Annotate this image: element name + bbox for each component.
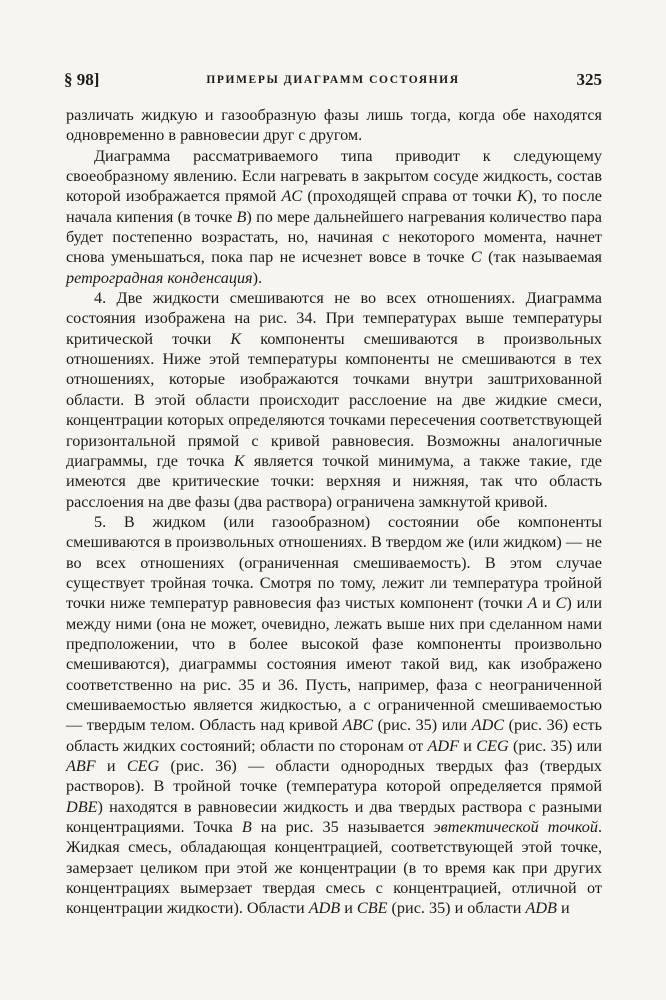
- italic-text: K: [516, 187, 528, 206]
- italic-text: B: [236, 207, 247, 226]
- italic-text: DBE: [66, 797, 98, 816]
- text-run: 4. Две жидкости смешиваются не во всех отношениях. Диаграмма состояния изображена на рис. 34. При температурах выше температуры критической точки: [66, 289, 602, 348]
- text-run: и: [340, 899, 357, 918]
- text-run: и: [537, 594, 556, 613]
- section-marker: § 98]: [64, 70, 100, 89]
- italic-text: C: [555, 594, 567, 613]
- text-run: Диаграмма рассматриваемого типа приводит к следующему своеобразному явлению. Если нагревать в закрытом сосуде жидкость, состав которой изображается прямой: [66, 146, 602, 206]
- italic-text: ADF: [427, 736, 459, 755]
- italic-text: CEG: [476, 736, 509, 755]
- text-run: ).: [252, 268, 263, 287]
- italic-text: ABF: [66, 757, 96, 775]
- page-number: 325: [576, 70, 602, 89]
- text-run: (рис. 35) или: [373, 716, 472, 735]
- italic-text: B: [241, 818, 252, 837]
- text-run: и: [458, 736, 477, 755]
- text-run: (проходящей справа от точки: [302, 187, 517, 206]
- italic-text: A: [527, 594, 538, 613]
- text-run: является точкой минимума, а также такие, где имеются две критические точки: верхняя и нижняя, так что область расслоения на две фазы (два раствора) ограничена замкнутой кривой.: [66, 451, 602, 511]
- paragraph: [66, 146, 602, 288]
- italic-text: ABC: [342, 716, 374, 735]
- italic-text: AC: [281, 187, 303, 206]
- text-run: и: [556, 899, 570, 918]
- text-run: и: [95, 757, 127, 775]
- running-head: [64, 70, 602, 96]
- text-run: ) находятся в равновесии жидкость и два твердых раствора с разными концентрациями. Точка: [66, 797, 602, 837]
- text-run: ) или между ними (она не может, очевидно, лежать выше них при сделанном нами предположении, что в более высокой фазе компоненты произвольно смешиваются), диаграммы состояния имеют такой вид, как изображено соответственно на рис. 35 и 36. Пусть, например, фаза с неограниченной смешиваемостью является жидкостью, а с ограниченной смешиваемостью — твердым телом. Область над кривой: [66, 594, 602, 735]
- italic-text: C: [470, 248, 482, 267]
- italic-text: CBE: [356, 899, 388, 918]
- italic-text: K: [233, 451, 245, 470]
- text-run: (рис. 36) есть область жидких состояний; области по сторонам от: [66, 716, 602, 755]
- body-text: [66, 105, 602, 919]
- text-run: . Жидкая смесь, обладающая концентрацией, соответствующей этой точке, замерзает целиком при этой же концентрации (в то время как при других концентрациях вымерзает твердая смесь с концентрацией, отличной от концентрации жидкости). Области: [66, 818, 603, 918]
- italic-text: K: [230, 329, 242, 348]
- text-run: (рис. 35) или: [508, 736, 602, 755]
- italic-text: ADC: [471, 716, 505, 735]
- text-run: 5. В жидком (или газообразном) состоянии обе компоненты смешиваются в произвольных отношениях. В твердом же (или жидком) — не во всех отношениях (ограниченная смешиваемость). В этом случае существует тройная точка. Смотря по тому, лежит ли температура тройной точки ниже температур равновесия фаз чистых компонент (точки: [66, 512, 602, 613]
- italic-text: ADB: [525, 899, 557, 918]
- text-run: различать жидкую и газообразную фазы лишь тогда, когда обе находятся одновременно в равновесии друг с другом.: [66, 106, 602, 145]
- italic-text: ADB: [308, 899, 341, 918]
- text-run: (так называемая: [481, 248, 602, 267]
- italic-text: эвтектической точкой: [433, 818, 598, 837]
- running-title: ПРИМЕРЫ ДИАГРАММ СОСТОЯНИЯ: [206, 74, 460, 86]
- paragraph: [66, 105, 602, 146]
- text-run: ), то после начала кипения (в точке: [66, 187, 602, 226]
- italic-text: CEG: [126, 757, 160, 775]
- text-run: ) по мере дальнейшего нагревания количество пара будет постепенно возрастать, но, начиная с некоторого момента, начнет снова уменьшаться, пока пар не исчезнет вовсе в точке: [66, 207, 602, 267]
- paragraph: [66, 288, 602, 512]
- text-run: компоненты смешиваются в произвольных отношениях. Ниже этой температуры компоненты не смешиваются в тех отношениях, которые изображаются точками внутри заштрихованной области. В этой области происходит расслоение на две жидкие смеси, концентрации которых определяются точками пересечения соответствующей горизонтальной прямой с кривой равновесия. Возможны аналогичные диаграммы, где точка: [66, 329, 602, 470]
- text-run: (рис. 35) и области: [387, 899, 526, 918]
- text-run: (рис. 36) — области однородных твердых фаз (твердых растворов). В тройной точке (температура которой определяется прямой: [66, 757, 602, 796]
- paragraph: [66, 512, 602, 919]
- text-run: на рис. 35 называется: [251, 818, 434, 837]
- italic-text: ретроградная конденсация: [66, 268, 253, 287]
